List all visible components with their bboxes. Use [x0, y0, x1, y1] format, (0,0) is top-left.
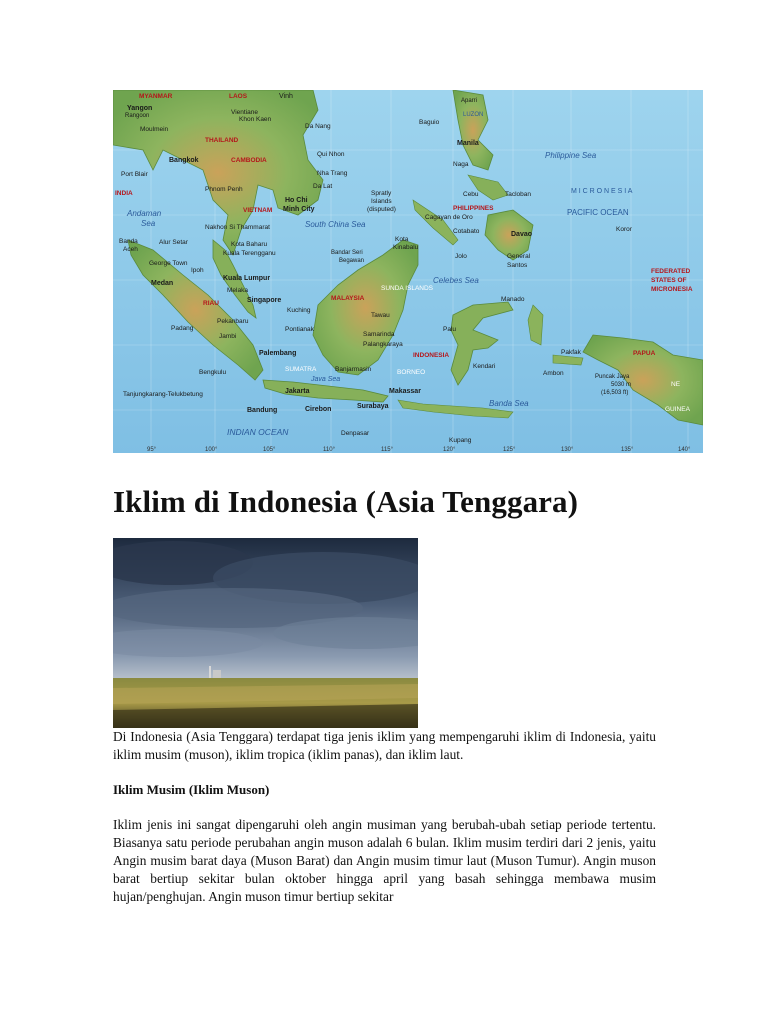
longitude-label: 120° [443, 447, 456, 453]
map-label-tanjungkarang: Tanjungkarang-Telukbetung [123, 391, 203, 398]
map-label-banjarmasin: Banjarmasin [335, 366, 372, 373]
map-label-ambon: Ambon [543, 370, 564, 377]
map-label-port-blair: Port Blair [121, 171, 148, 178]
map-label-ho-chi: Ho Chi [285, 197, 308, 204]
map-label-andaman: Andaman [127, 209, 162, 218]
map-label-banda-aceh-1: Banda [119, 238, 138, 245]
map-label-pacific-ocean: PACIFIC OCEAN [567, 208, 629, 217]
map-label-south-china-sea: South China Sea [305, 220, 366, 229]
map-label-banda-aceh-2: Aceh [123, 246, 138, 253]
map-label-vietnam: VIETNAM [243, 207, 273, 214]
map-label-bangkok: Bangkok [169, 157, 199, 164]
map-label-philippine-sea: Philippine Sea [545, 151, 597, 160]
southeast-asia-map [113, 90, 703, 453]
map-label-kupang: Kupang [449, 437, 472, 444]
map-label-elev-m: 5030 m [611, 382, 632, 388]
map-label-bandung: Bandung [247, 407, 278, 414]
longitude-label: 95° [147, 447, 157, 453]
map-label-bengkulu: Bengkulu [199, 369, 227, 376]
page-title: Iklim di Indonesia (Asia Tenggara) [113, 484, 579, 519]
map-label-medan: Medan [151, 280, 174, 287]
map-label-yangon: Yangon [127, 105, 153, 112]
map-label-india: INDIA [115, 190, 133, 197]
map-label-spratly: Spratly [371, 190, 392, 197]
map-label-singapore: Singapore [247, 297, 282, 304]
map-label-puncak-jaya: Puncak Jaya [595, 374, 630, 380]
longitude-label: 135° [621, 447, 634, 453]
map-label-federated-1: FEDERATED [651, 268, 691, 275]
map-label-riau: RIAU [203, 300, 219, 307]
map-label-palembang: Palembang [259, 350, 297, 357]
map-label-islands: Islands [371, 198, 392, 205]
map-label-federated-2: STATES OF [651, 277, 687, 284]
intro-paragraph: Di Indonesia (Asia Tenggara) terdapat tiga jenis iklim yang mempengaruhi iklim di Indonesia, yaitu iklim musim (muson), iklim tropica (iklim panas), dan iklim laut. [113, 729, 656, 762]
map-label-general: General [507, 253, 531, 260]
map-label-nakhon: Nakhon Si Thammarat [205, 224, 270, 231]
map-label-disputed: (disputed) [367, 206, 396, 213]
map-label-manila: Manila [457, 140, 479, 147]
map-label-java-sea: Java Sea [311, 376, 341, 383]
longitude-label: 130° [561, 447, 574, 453]
map-label-alur-setar: Alur Setar [159, 239, 188, 246]
map-label-samarinda: Samarinda [363, 331, 395, 338]
map-label-kuala-terengganu: Kuala Terengganu [223, 250, 276, 257]
map-label-kinabalu: Kinabalu [393, 244, 419, 251]
map-label-palangkaraya: Palangkaraya [363, 341, 403, 348]
map-label-naga: Naga [453, 161, 469, 168]
map-label-kota-baharu: Kota Baharu [231, 241, 268, 248]
map-label-kuching: Kuching [287, 307, 311, 314]
map-label-khon-kaen: Khon Kaen [239, 116, 272, 123]
map-label-kota: Kota [395, 236, 409, 243]
map-label-bandar-seri: Bandar Seri [331, 250, 363, 256]
map-label-papua: PAPUA [633, 350, 656, 357]
map-label-melaka: Melaka [227, 287, 248, 294]
map-label-malaysia: MALAYSIA [331, 295, 365, 302]
map-label-nha-trang: Nha Trang [317, 170, 348, 177]
map-label-pontianak: Pontianak [285, 326, 314, 333]
map-label-thailand: THAILAND [205, 137, 239, 144]
longitude-label: 110° [323, 447, 335, 453]
map-label-padang: Padang [171, 325, 194, 332]
map-label-cotabato: Cotabato [453, 228, 480, 235]
map-label-ipoh: Ipoh [191, 267, 204, 274]
map-label-rangoon: Rangoon [125, 113, 150, 119]
map-label-qui-nhon: Qui Nhon [317, 151, 345, 158]
map-label-phnom-penh: Phnom Penh [205, 186, 243, 193]
map-label-jolo: Jolo [455, 253, 467, 260]
map-label-jambi: Jambi [219, 333, 237, 340]
stormy-sky-photo [113, 538, 418, 728]
map-label-indian-ocean: INDIAN OCEAN [227, 427, 289, 437]
map-label-begawan: Begawan [339, 258, 365, 264]
map-label-andaman-sea: Sea [141, 219, 156, 228]
map-label-kendari: Kendari [473, 363, 496, 370]
map-label-makassar: Makassar [389, 388, 421, 395]
map-label-new-guinea-ne: NE [671, 381, 681, 388]
longitude-label: 100° [205, 447, 218, 453]
map-label-pakfak: Pakfak [561, 349, 581, 356]
map-label-tacloban: Tacloban [505, 191, 532, 198]
map-label-palu: Palu [443, 326, 457, 333]
map-label-philippines: PHILIPPINES [453, 205, 494, 212]
map-label-cagayan: Cagayan de Oro [425, 214, 473, 221]
map-label-cirebon: Cirebon [305, 406, 332, 413]
map-label-guinea: GUINEA [665, 406, 690, 413]
map-label-da-nang: Da Nang [305, 123, 331, 130]
map-label-aparri: Aparri [461, 98, 478, 104]
map-label-vinh: Vinh [279, 93, 293, 100]
map-label-vientiane: Vientiane [231, 109, 258, 116]
map-label-micronesia: M I C R O N E S I A [571, 188, 633, 195]
map-label-kuala-lumpur: Kuala Lumpur [223, 275, 271, 282]
map-label-luzon: LUZON [463, 112, 484, 118]
map-label-da-lat: Da Lat [313, 183, 333, 190]
map-label-santos: Santos [507, 262, 528, 269]
map-label-davao: Davao [511, 231, 533, 238]
map-label-baguio: Baguio [419, 119, 440, 126]
map-label-laos: LAOS [229, 93, 248, 100]
map-label-jakarta: Jakarta [285, 388, 310, 395]
map-label-banda-sea: Banda Sea [489, 399, 529, 408]
longitude-label: 125° [503, 447, 516, 453]
map-label-manado: Manado [501, 296, 525, 303]
map-label-federated-3: MICRONESIA [651, 286, 693, 293]
section-body: Iklim jenis ini sangat dipengaruhi oleh angin musiman yang berubah-ubah setiap periode tertentu. Biasanya satu periode perubahan angin muson adalah 6 bulan. Iklim musim terdiri dari 2 jenis, yaitu Angin musim barat daya (Muson Barat) dan Angin musim timur laut (Muson Tumur). Angin muson barat bertiup sekitar bulan oktober hingga april yang basah sehingga membawa musim hujan/penghujan. Angin muson timur bertiup sekitar [113, 817, 656, 904]
map-label-pekanbaru: Pekanbaru [217, 318, 249, 325]
map-label-indonesia: INDONESIA [413, 352, 450, 359]
map-label-elev-ft: (16,503 ft) [601, 390, 629, 396]
map-label-sunda-islands: SUNDA ISLANDS [381, 285, 434, 292]
map-label-surabaya: Surabaya [357, 403, 389, 410]
map-label-sumatra: SUMATRA [285, 366, 317, 373]
map-label-cambodia: CAMBODIA [231, 157, 267, 164]
section-heading: Iklim Musim (Iklim Muson) [113, 782, 270, 797]
longitude-label: 105° [263, 447, 276, 453]
map-label-borneo: BORNEO [397, 369, 426, 376]
map-label-minh-city: Minh City [283, 206, 315, 213]
map-label-celebes-sea: Celebes Sea [433, 276, 479, 285]
map-label-cebu: Cebu [463, 191, 479, 198]
map-label-moulmein: Moulmein [140, 126, 169, 133]
longitude-label: 140° [678, 447, 691, 453]
map-label-koror: Koror [616, 226, 632, 233]
map-label-george-town: George Town [149, 260, 188, 267]
longitude-label: 115° [381, 447, 393, 453]
map-label-tawau: Tawau [371, 312, 390, 319]
map-label-myanmar: MYANMAR [139, 93, 173, 100]
map-label-denpasar: Denpasar [341, 430, 370, 437]
